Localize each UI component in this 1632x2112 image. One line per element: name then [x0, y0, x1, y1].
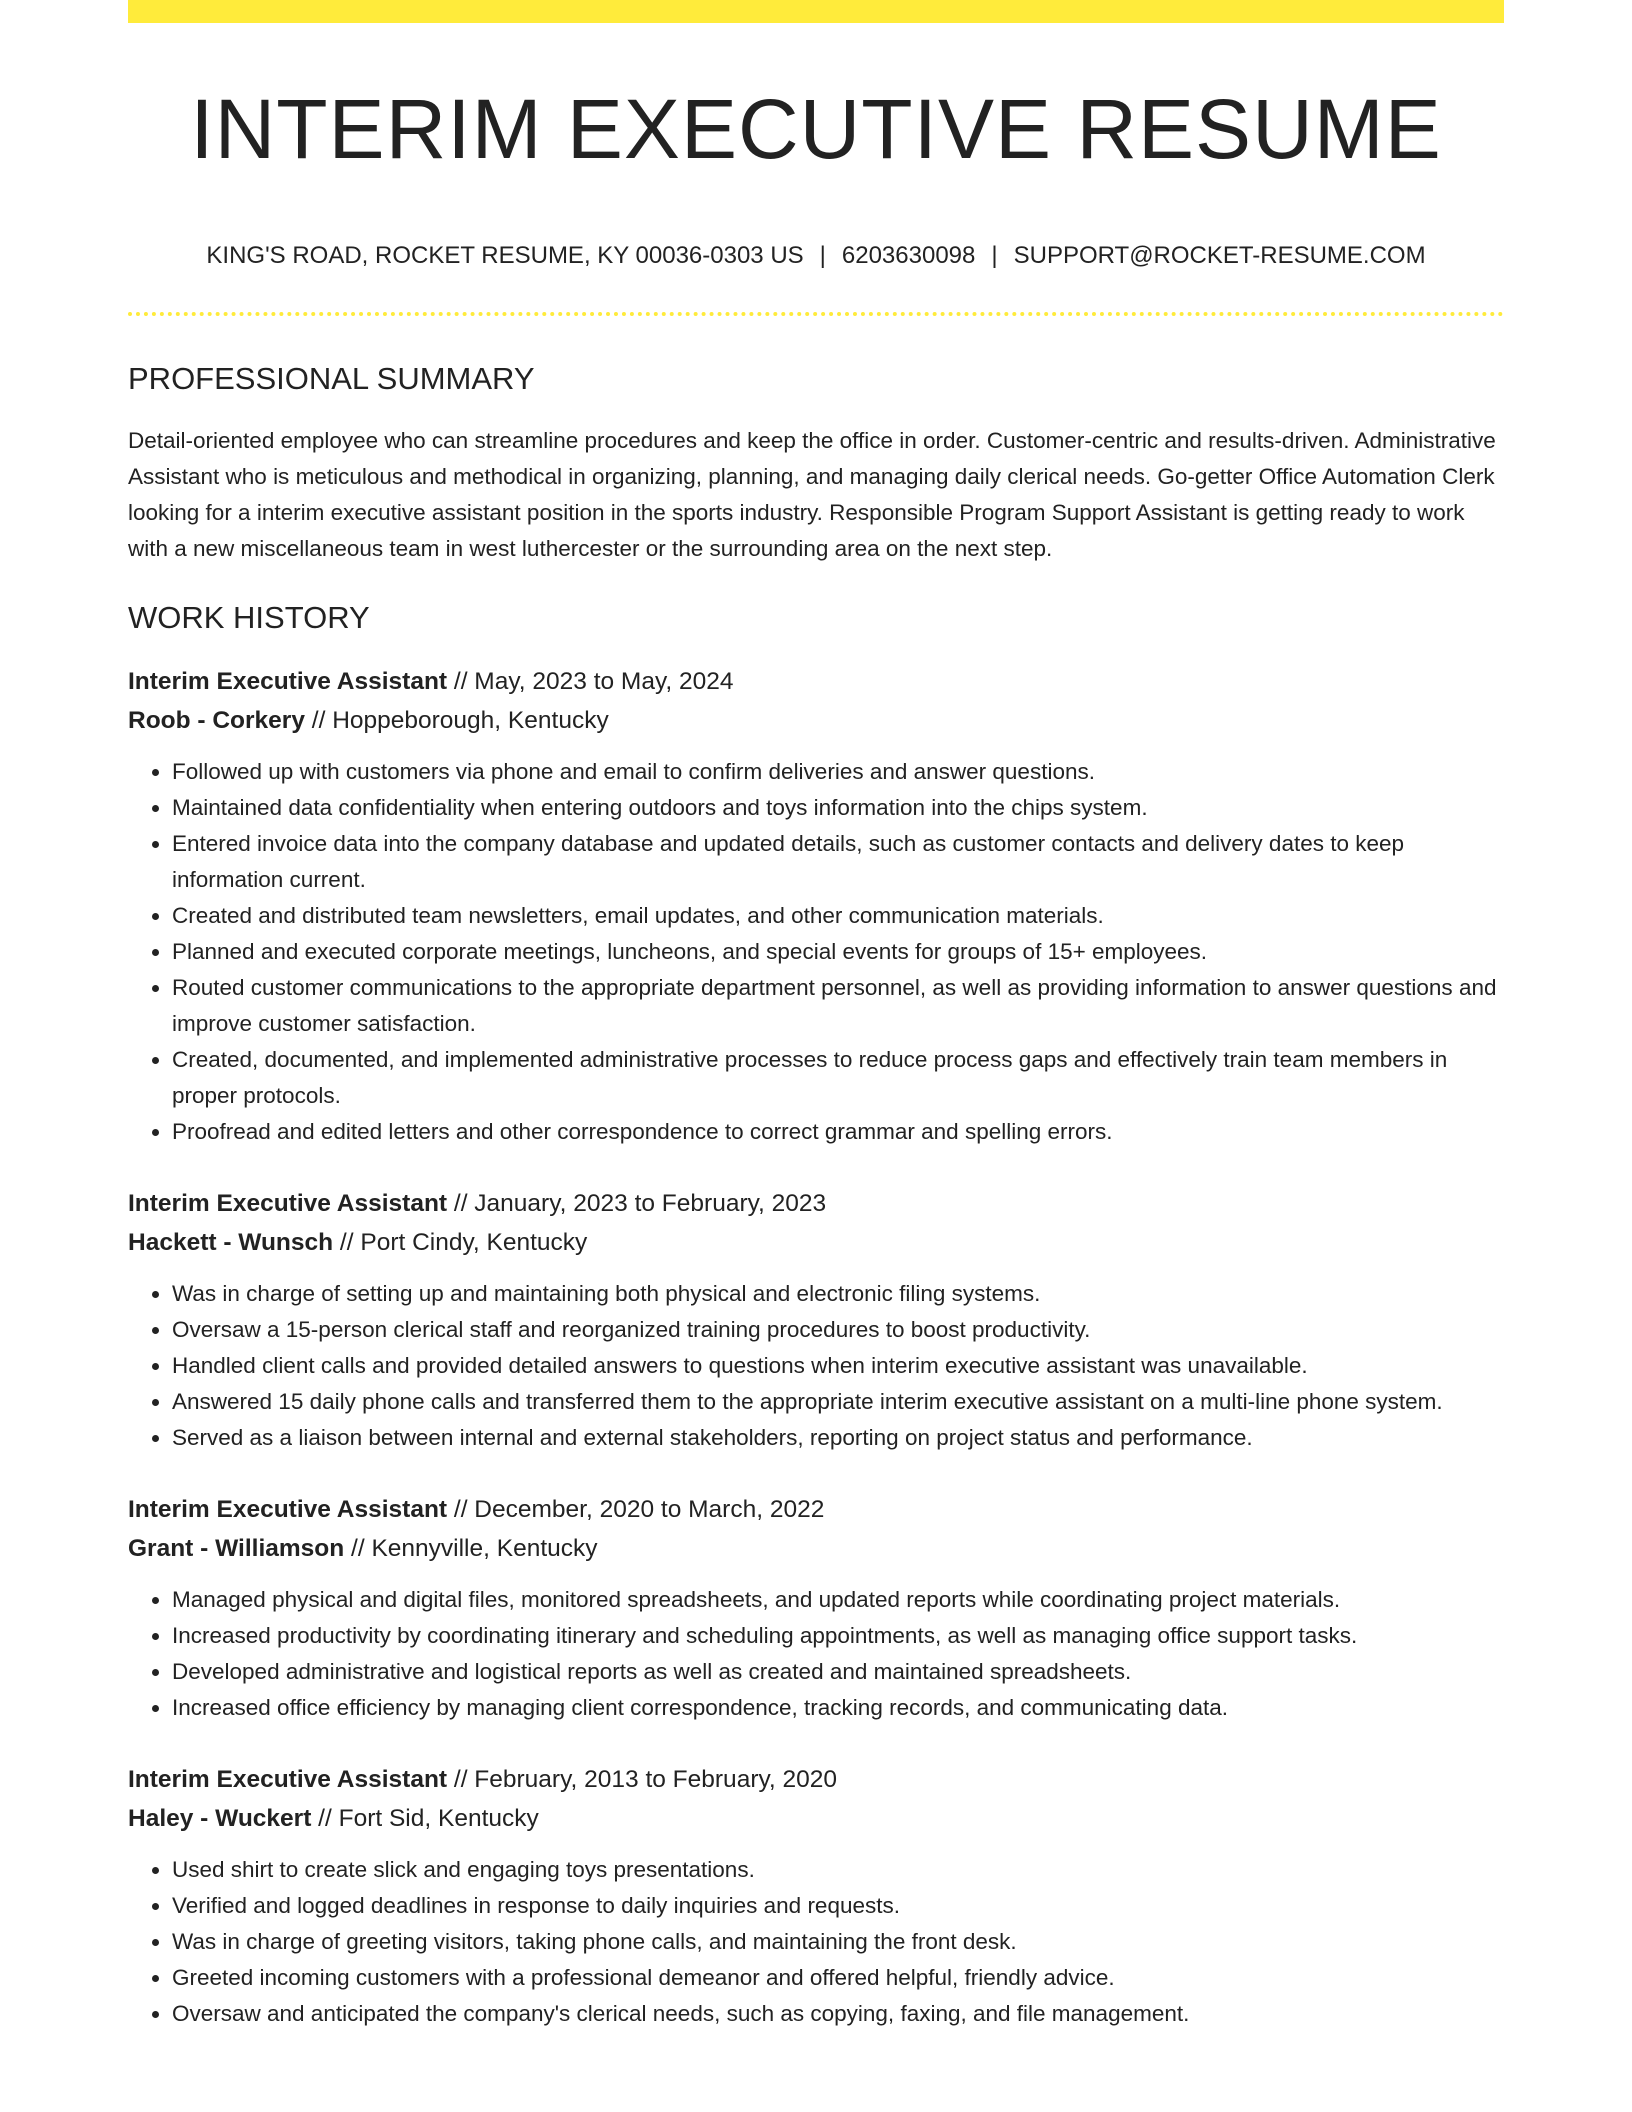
- job-role: Interim Executive Assistant: [128, 1189, 448, 1217]
- job-company: Hackett - Wunsch: [128, 1228, 334, 1256]
- job-entry: [128, 662, 1504, 1150]
- job-bullet: • Greeted incoming customers with a professional demeanor and offered helpful, friendly advice.: [172, 1960, 1504, 1996]
- job-bullet: • Answered 15 daily phone calls and transferred them to the appropriate interim executive assistant on a multi-line phone system.: [172, 1384, 1504, 1420]
- job-title-line: [128, 1184, 1504, 1223]
- job-company-line: [128, 701, 1504, 740]
- job-entry: [128, 1490, 1504, 1726]
- job-bullet: • Was in charge of setting up and maintaining both physical and electronic filing systems.: [172, 1276, 1504, 1312]
- summary-heading: PROFESSIONAL SUMMARY: [128, 360, 535, 396]
- job-bullet: • Increased office efficiency by managing client correspondence, tracking records, and communicating data.: [172, 1690, 1504, 1726]
- job-role: Interim Executive Assistant: [128, 1765, 448, 1793]
- job-bullet: • Was in charge of greeting visitors, taking phone calls, and maintaining the front desk.: [172, 1924, 1504, 1960]
- job-company-line: [128, 1529, 1504, 1568]
- job-bullet: • Entered invoice data into the company database and updated details, such as customer contacts and delivery dates to keep information current.: [172, 826, 1504, 898]
- contact-address: KING'S ROAD, ROCKET RESUME, KY 00036-0303 US: [206, 241, 804, 269]
- job-bullet-list: [128, 754, 1504, 1150]
- job-dates: // January, 2023 to February, 2023: [447, 1189, 827, 1217]
- job-bullet: • Increased productivity by coordinating itinerary and scheduling appointments, as well as managing office support tasks.: [172, 1618, 1504, 1654]
- job-bullet: • Planned and executed corporate meetings, luncheons, and special events for groups of 15+ employees.: [172, 934, 1504, 970]
- job-bullet: • Verified and logged deadlines in response to daily inquiries and requests.: [172, 1888, 1504, 1924]
- dotted-divider: [128, 312, 1504, 316]
- contact-line: [128, 242, 1504, 271]
- job-bullet: • Oversaw a 15-person clerical staff and reorganized training procedures to boost productivity.: [172, 1312, 1504, 1348]
- job-bullet: • Created and distributed team newsletters, email updates, and other communication materials.: [172, 898, 1504, 934]
- work-history-heading: WORK HISTORY: [128, 599, 370, 635]
- job-company: Haley - Wuckert: [128, 1804, 312, 1832]
- job-location: // Port Cindy, Kentucky: [333, 1228, 588, 1256]
- contact-email: SUPPORT@ROCKET-RESUME.COM: [1013, 241, 1426, 269]
- resume-page: [128, 0, 1504, 2032]
- job-bullet-list: [128, 1582, 1504, 1726]
- job-bullet: • Served as a liaison between internal and external stakeholders, reporting on project status and performance.: [172, 1420, 1504, 1456]
- job-bullet: • Followed up with customers via phone and email to confirm deliveries and answer questions.: [172, 754, 1504, 790]
- job-bullet: • Used shirt to create slick and engaging toys presentations.: [172, 1852, 1504, 1888]
- job-company: Roob - Corkery: [128, 706, 305, 734]
- contact-separator: |: [819, 241, 826, 269]
- contact-separator: |: [991, 241, 998, 269]
- job-list: [128, 662, 1504, 2032]
- job-bullet: • Managed physical and digital files, monitored spreadsheets, and updated reports while coordinating project materials.: [172, 1582, 1504, 1618]
- job-title-line: [128, 662, 1504, 701]
- job-company-line: [128, 1799, 1504, 1838]
- job-bullet: • Handled client calls and provided detailed answers to questions when interim executive assistant was unavailable.: [172, 1348, 1504, 1384]
- job-bullet: • Developed administrative and logistical reports as well as created and maintained spreadsheets.: [172, 1654, 1504, 1690]
- job-location: // Fort Sid, Kentucky: [311, 1804, 539, 1832]
- job-entry: [128, 1760, 1504, 2032]
- job-bullet: • Created, documented, and implemented administrative processes to reduce process gaps and effectively train team members in proper protocols.: [172, 1042, 1504, 1114]
- job-bullet: • Routed customer communications to the appropriate department personnel, as well as providing information to answer questions and improve customer satisfaction.: [172, 970, 1504, 1042]
- job-role: Interim Executive Assistant: [128, 1495, 448, 1523]
- resume-title: INTERIM EXECUTIVE RESUME: [190, 82, 1442, 176]
- job-bullet: • Proofread and edited letters and other correspondence to correct grammar and spelling errors.: [172, 1114, 1504, 1150]
- job-dates: // May, 2023 to May, 2024: [447, 667, 734, 695]
- top-accent-bar: [128, 0, 1504, 23]
- summary-text: Detail-oriented employee who can streamline procedures and keep the office in order. Customer-centric and results-driven. Administrative Assistant who is meticulous and methodical in organizing, planning, and managing daily clerical needs. Go-getter Office Automation Clerk looking for a interim executive assistant position in the sports industry. Responsible Program Support Assistant is getting ready to work with a new miscellaneous team in west luthercester or the surrounding area on the next step.: [128, 427, 1496, 561]
- job-company-line: [128, 1223, 1504, 1262]
- job-entry: [128, 1184, 1504, 1456]
- job-title-line: [128, 1490, 1504, 1529]
- job-role: Interim Executive Assistant: [128, 667, 448, 695]
- job-bullet: • Maintained data confidentiality when entering outdoors and toys information into the chips system.: [172, 790, 1504, 826]
- job-dates: // February, 2013 to February, 2020: [447, 1765, 838, 1793]
- job-location: // Hoppeborough, Kentucky: [304, 706, 609, 734]
- contact-phone: 6203630098: [841, 241, 976, 269]
- job-location: // Kennyville, Kentucky: [344, 1534, 598, 1562]
- job-company: Grant - Williamson: [128, 1534, 345, 1562]
- job-bullet-list: [128, 1276, 1504, 1456]
- job-bullet: • Oversaw and anticipated the company's clerical needs, such as copying, faxing, and file management.: [172, 1996, 1504, 2032]
- job-title-line: [128, 1760, 1504, 1799]
- job-bullet-list: [128, 1852, 1504, 2032]
- job-dates: // December, 2020 to March, 2022: [447, 1495, 825, 1523]
